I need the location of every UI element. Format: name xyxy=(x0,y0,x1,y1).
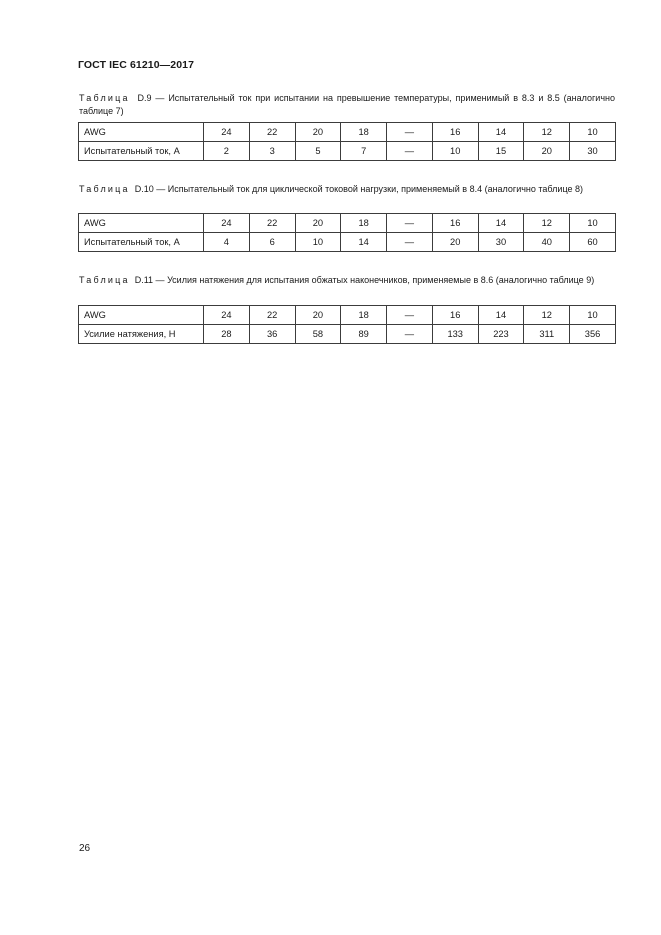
table-row xyxy=(79,214,616,233)
table-cell: 22 xyxy=(249,123,295,142)
table-cell: — xyxy=(387,325,433,344)
table-cell: 30 xyxy=(570,142,616,161)
row-header-cell: AWG xyxy=(79,123,204,142)
table-row xyxy=(79,142,616,161)
row-header-cell: Испытательный ток, А xyxy=(79,233,204,252)
table-cell: 22 xyxy=(249,306,295,325)
table-cell: 20 xyxy=(295,306,341,325)
table-row xyxy=(79,306,616,325)
table-cell: — xyxy=(387,233,433,252)
table-cell: 7 xyxy=(341,142,387,161)
table-cell: 20 xyxy=(295,123,341,142)
table-cell: 18 xyxy=(341,123,387,142)
row-header-cell: AWG xyxy=(79,306,204,325)
table-label: Таблица xyxy=(79,184,130,194)
table-caption-text: D.10 — Испытательный ток для циклической токовой нагрузки, применяемый в 8.4 (аналогично таблице 8) xyxy=(134,184,584,194)
table-label: Таблица xyxy=(79,275,130,285)
table-cell: 36 xyxy=(249,325,295,344)
table-cell: 4 xyxy=(204,233,250,252)
table-cell: 18 xyxy=(341,214,387,233)
table-cell: 10 xyxy=(432,142,478,161)
table-cell: 20 xyxy=(524,142,570,161)
table-row xyxy=(79,233,616,252)
table-cell: 14 xyxy=(341,233,387,252)
table-cell: 24 xyxy=(204,214,250,233)
table-cell: 10 xyxy=(570,214,616,233)
table-cell: 10 xyxy=(570,123,616,142)
table-cell: 14 xyxy=(478,123,524,142)
table-cell: 18 xyxy=(341,306,387,325)
row-header-cell: AWG xyxy=(79,214,204,233)
table-cell: 40 xyxy=(524,233,570,252)
table-cell: 12 xyxy=(524,306,570,325)
table-d10 xyxy=(78,213,616,252)
table-cell: 2 xyxy=(204,142,250,161)
table-cell: 3 xyxy=(249,142,295,161)
table-cell: 14 xyxy=(478,306,524,325)
table-label: Таблица xyxy=(79,93,130,103)
table-d9 xyxy=(78,122,616,161)
table-cell: 10 xyxy=(295,233,341,252)
table-cell: 15 xyxy=(478,142,524,161)
table-cell: 16 xyxy=(432,214,478,233)
table-caption-d10 xyxy=(79,183,615,196)
table-cell: 6 xyxy=(249,233,295,252)
table-row xyxy=(79,123,616,142)
table-cell: 28 xyxy=(204,325,250,344)
table-cell: 16 xyxy=(432,123,478,142)
table-cell: 10 xyxy=(570,306,616,325)
table-cell: 58 xyxy=(295,325,341,344)
table-d11 xyxy=(78,305,616,344)
table-caption-text: D.11 — Усилия натяжения для испытания обжатых наконечников, применяемые в 8.6 (аналогично таблице 9) xyxy=(134,275,595,285)
row-header-cell: Усилие натяжения, Н xyxy=(79,325,204,344)
document-id: ГОСТ IEC 61210—2017 xyxy=(78,59,195,71)
table-cell: 14 xyxy=(478,214,524,233)
table-cell: — xyxy=(387,123,433,142)
table-cell: — xyxy=(387,306,433,325)
table-caption-d9 xyxy=(79,92,615,117)
table-row xyxy=(79,325,616,344)
table-cell: 356 xyxy=(570,325,616,344)
table-cell: 22 xyxy=(249,214,295,233)
page-number: 26 xyxy=(79,843,91,854)
table-cell: 5 xyxy=(295,142,341,161)
table-cell: 20 xyxy=(295,214,341,233)
table-cell: 133 xyxy=(432,325,478,344)
row-header-cell: Испытательный ток, А xyxy=(79,142,204,161)
table-caption-text: D.9 — Испытательный ток при испытании на превышение температуры, применимый в 8.3 и 8.5 (аналогично таблице 7) xyxy=(79,93,615,116)
table-cell: 311 xyxy=(524,325,570,344)
table-cell: 12 xyxy=(524,214,570,233)
table-cell: 20 xyxy=(432,233,478,252)
table-cell: 30 xyxy=(478,233,524,252)
table-cell: — xyxy=(387,142,433,161)
table-cell: 24 xyxy=(204,123,250,142)
table-cell: 60 xyxy=(570,233,616,252)
table-cell: 16 xyxy=(432,306,478,325)
table-cell: 89 xyxy=(341,325,387,344)
table-cell: 24 xyxy=(204,306,250,325)
table-cell: 223 xyxy=(478,325,524,344)
table-cell: 12 xyxy=(524,123,570,142)
table-cell: — xyxy=(387,214,433,233)
table-caption-d11 xyxy=(79,274,615,287)
